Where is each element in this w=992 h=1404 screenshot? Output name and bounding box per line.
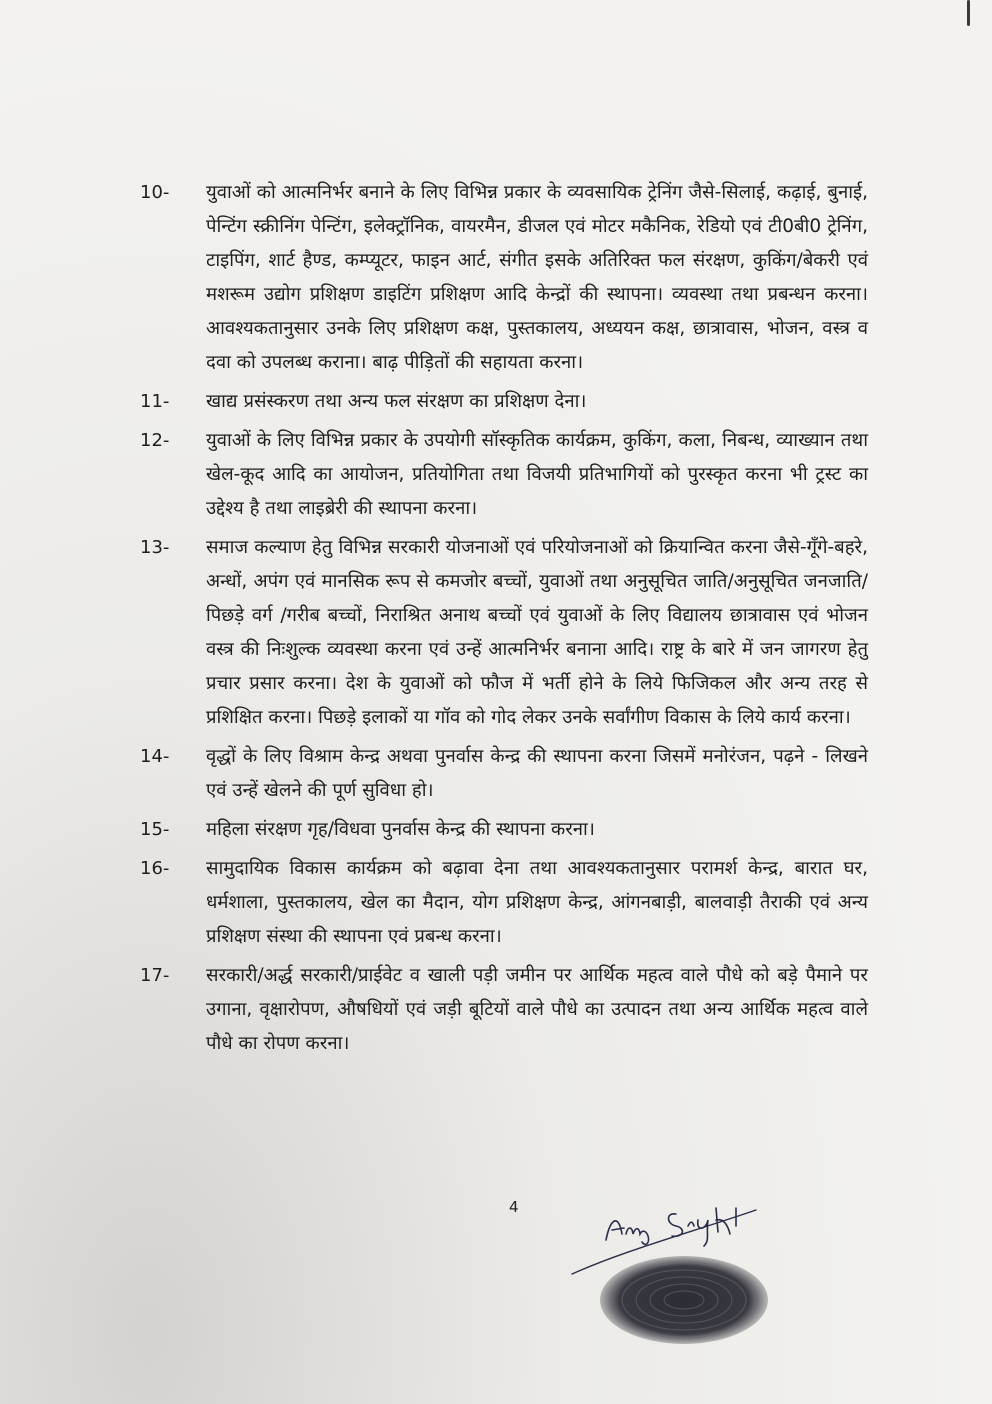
clause-item-12 (140, 424, 868, 526)
clause-text: खाद्य प्रसंस्करण तथा अन्य फल संरक्षण का प्रशिक्षण देना। (206, 391, 587, 412)
clause-text: सामुदायिक विकास कार्यक्रम को बढ़ावा देना तथा आवश्यकतानुसार परामर्श केन्द्र, बारात घर, धर्मशाला, पुस्तकालय, खेल का मैदान, योग प्रशिक्षण केन्द्र, आंगनबाड़ी, बालवाड़ी तैराकी एवं अन्य प्रशिक्षण संस्था की स्थापना एवं प्रबन्ध करना। (206, 858, 868, 947)
clause-item-15 (140, 813, 868, 847)
clause-number: 16- (140, 858, 170, 879)
clause-number: 14- (140, 746, 170, 767)
clause-item-11 (140, 385, 868, 419)
clause-number: 17- (140, 965, 170, 986)
scan-edge-mark (967, 0, 970, 26)
thumbprint-mark (596, 1252, 771, 1348)
clause-text: युवाओं को आत्मनिर्भर बनाने के लिए विभिन्न प्रकार के व्यवसायिक ट्रेनिंग जैसे-सिलाई, कढ़ाई, बुनाई, पेन्टिंग स्क्रीनिंग पेन्टिंग, इलेक्ट्रॉनिक, वायरमैन, डीजल एवं मोटर मकैनिक, रेडियो एवं टी0बी0 ट्रेनिंग, टाइपिंग, शार्ट हैण्ड, कम्प्यूटर, फाइन आर्ट, संगीत इसके अतिरिक्त फल संरक्षण, कुकिंग/बेकरी एवं मशरूम उद्योग प्रशिक्षण डाइटिंग प्रशिक्षण आदि केन्द्रों की स्थापना। व्यवस्था तथा प्रबन्धन करना। आवश्यकतानुसार उनके लिए प्रशिक्षण कक्ष, पुस्तकालय, अध्ययन कक्ष, छात्रावास, भोजन, वस्त्र व दवा को उपलब्ध कराना। बाढ़ पीड़ितों की सहायता करना। (206, 182, 868, 373)
clause-item-10 (140, 176, 868, 380)
clause-number: 13- (140, 537, 170, 558)
clause-number: 12- (140, 430, 170, 451)
clause-list (140, 176, 868, 1066)
clause-text: महिला संरक्षण गृह/विधवा पुनर्वास केन्द्र की स्थापना करना। (206, 819, 595, 840)
clause-item-17 (140, 959, 868, 1061)
clause-text: समाज कल्याण हेतु विभिन्न सरकारी योजनाओं एवं परियोजनाओं को क्रियान्वित करना जैसे-गूँगे-बहरे, अन्धों, अपंग एवं मानसिक रूप से कमजोर बच्चों, युवाओं तथा अनुसूचित जाति/अनुसूचित जनजाति/पिछड़े वर्ग /गरीब बच्चों, निराश्रित अनाथ बच्चों एवं युवाओं के लिए विद्यालय छात्रावास एवं भोजन वस्त्र की निःशुल्क व्यवस्था करना एवं उन्हें आत्मनिर्भर बनाना आदि। राष्ट्र के बारे में जन जागरण हेतु प्रचार प्रसार करना। देश के युवाओं को फौज में भर्ती होने के लिये फिजिकल और अन्य तरह से प्रशिक्षित करना। पिछड़े इलाकों या गॉव को गोद लेकर उनके सर्वांगीण विकास के लिये कार्य करना। (206, 537, 868, 728)
clause-text: युवाओं के लिए विभिन्न प्रकार के उपयोगी सॉस्कृतिक कार्यक्रम, कुकिंग, कला, निबन्ध, व्याख्यान तथा खेल-कूद आदि का आयोजन, प्रतियोगिता तथा विजयी प्रतिभागियों को पुरस्कृत करना भी ट्रस्ट का उद्देश्य है तथा लाइब्रेरी की स्थापना करना। (206, 430, 868, 519)
clause-number: 15- (140, 819, 170, 840)
clause-text: वृद्धों के लिए विश्राम केन्द्र अथवा पुनर्वास केन्द्र की स्थापना करना जिसमें मनोरंजन, पढ़ने - लिखने एवं उन्हें खेलने की पूर्ण सुविधा हो। (206, 746, 868, 801)
clause-item-14 (140, 740, 868, 808)
clause-number: 10- (140, 182, 170, 203)
clause-item-13 (140, 531, 868, 735)
page-number: 4 (509, 1198, 519, 1216)
clause-item-16 (140, 852, 868, 954)
clause-number: 11- (140, 391, 170, 412)
clause-text: सरकारी/अर्द्ध सरकारी/प्राईवेट व खाली पड़ी जमीन पर आर्थिक महत्व वाले पौधे को बड़े पैमाने पर उगाना, वृक्षारोपण, औषधियों एवं जड़ी बूटियों वाले पौधे का उत्पादन तथा अन्य आर्थिक महत्व वाले पौधे का रोपण करना। (206, 965, 868, 1054)
